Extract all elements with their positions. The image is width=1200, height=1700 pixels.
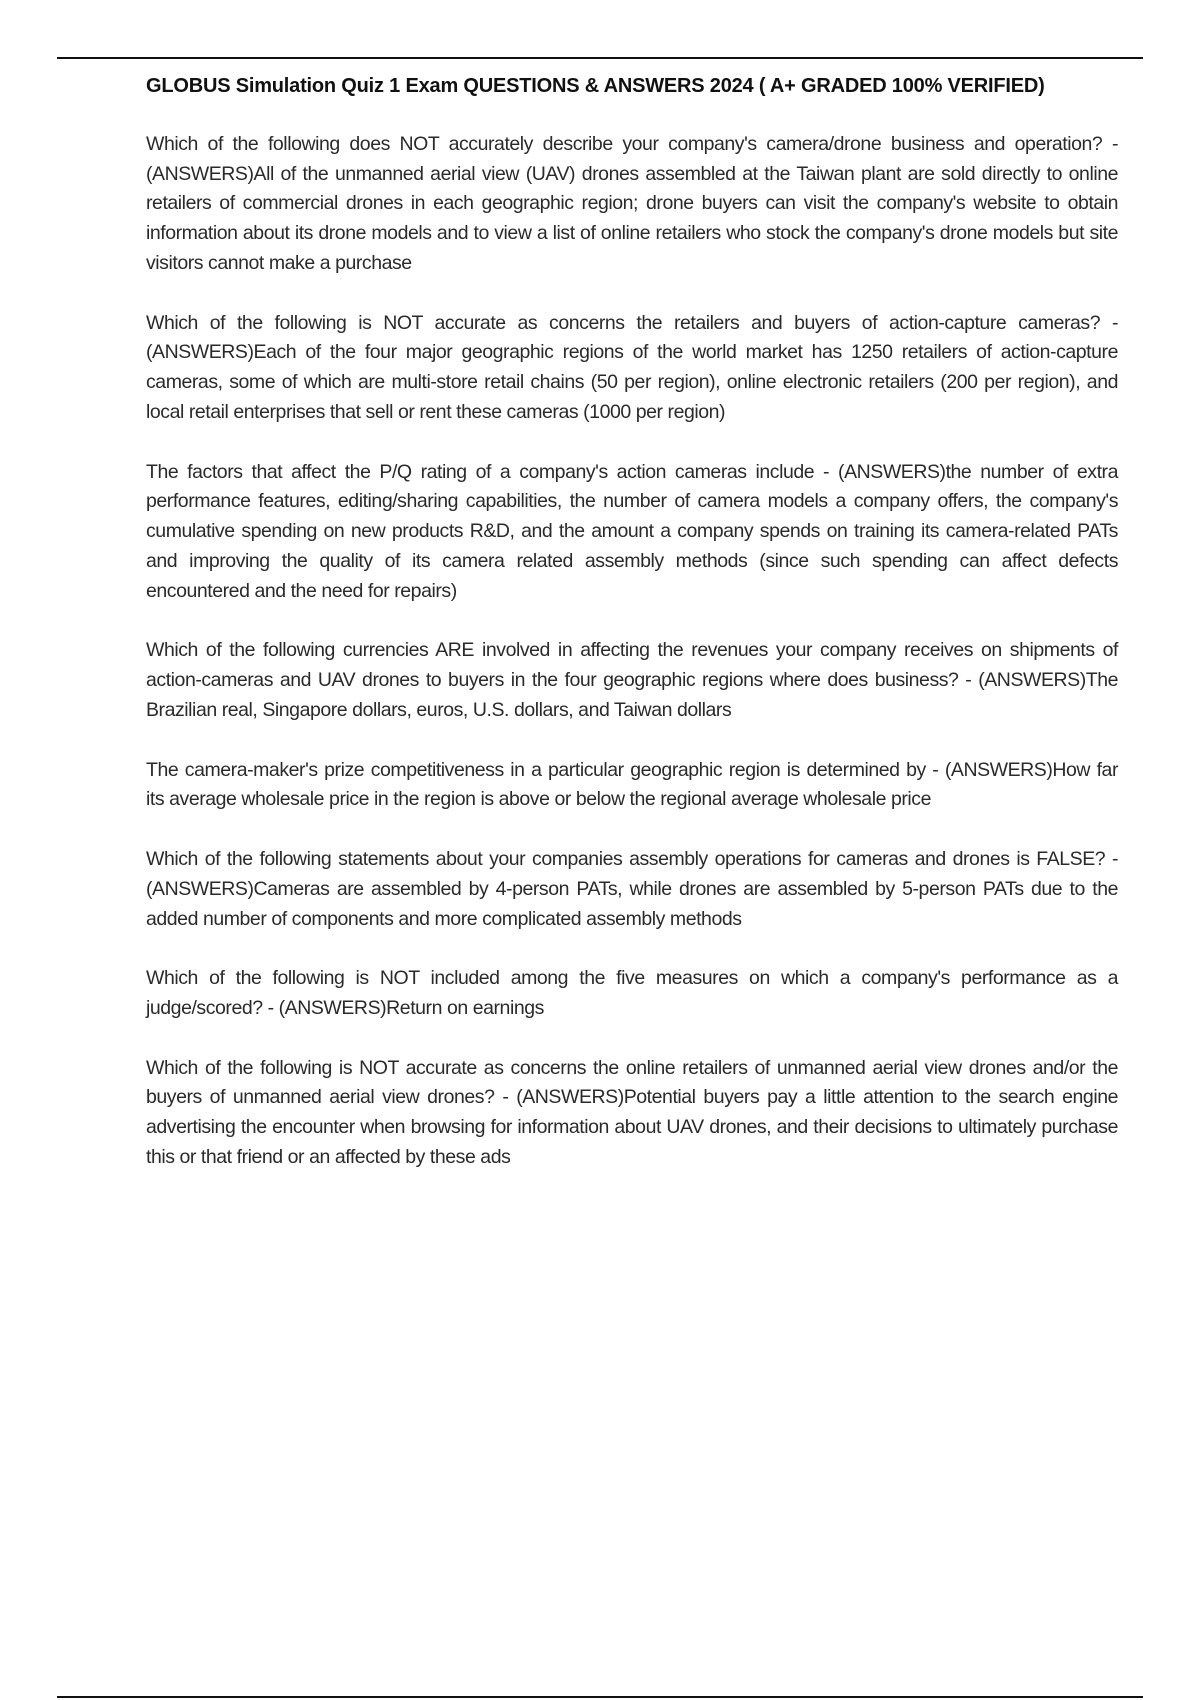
qa-paragraph: Which of the following is NOT included among the five measures on which a company's performance as a judge/scored? - (ANSWERS)Return on earnings <box>146 967 1118 1019</box>
qa-paragraph: Which of the following currencies ARE involved in affecting the revenues your company receives on shipments of action-cameras and UAV drones to buyers in the four geographic regions where does business? - (ANSWERS)The Brazilian real, Singapore dollars, euros, U.S. dollars, and Taiwan dollars <box>146 639 1118 721</box>
document-title: GLOBUS Simulation Quiz 1 Exam QUESTIONS & ANSWERS 2024 ( A+ GRADED 100% VERIFIED) <box>146 75 1045 97</box>
header-rule <box>57 57 1143 59</box>
footer-rule <box>57 1696 1143 1698</box>
qa-paragraph: The camera-maker's prize competitiveness in a particular geographic region is determined by - (ANSWERS)How far its average wholesale price in the region is above or below the regional average wholesale price <box>146 758 1118 811</box>
qa-paragraph: Which of the following is NOT accurate as concerns the online retailers of unmanned aerial view drones and/or the buyers of unmanned aerial view drones? - (ANSWERS)Potential buyers pay a little attention to the search engine advertising the encounter when browsing for information about UAV drones, and their decisions to ultimately purchase this or that friend or an affected by these ads <box>146 1056 1118 1168</box>
qa-paragraph: Which of the following statements about your companies assembly operations for cameras and drones is FALSE? - (ANSWERS)Cameras are assembled by 4-person PATs, while drones are assembled by 5-person PATs due to the added number of components and more complicated assembly methods <box>146 847 1118 930</box>
qa-paragraph: Which of the following is NOT accurate as concerns the retailers and buyers of action-capture cameras? - (ANSWERS)Each of the four major geographic regions of the world market has 1250 retailers of action-capture cameras, some of which are multi-store retail chains (50 per region), online electronic retailers (200 per region), and local retail enterprises that sell or rent these cameras (1000 per region) <box>146 311 1118 423</box>
document-body <box>146 72 1118 1202</box>
qa-paragraph: The factors that affect the P/Q rating of a company's action cameras include - (ANSWERS)the number of extra performance features, editing/sharing capabilities, the number of camera models a company offers, the company's cumulative spending on new products R&D, and the amount a company spends on training its camera-related PATs and improving the quality of its camera related assembly methods (since such spending can affect defects encountered and the need for repairs) <box>146 460 1118 602</box>
qa-paragraph: Which of the following does NOT accurately describe your company's camera/drone business and operation? - (ANSWERS)All of the unmanned aerial view (UAV) drones assembled at the Taiwan plant are sold directly to online retailers of commercial drones in each geographic region; drone buyers can visit the company's website to obtain information about its drone models and to view a list of online retailers who stock the company's drone models but site visitors cannot make a purchase <box>146 132 1118 274</box>
